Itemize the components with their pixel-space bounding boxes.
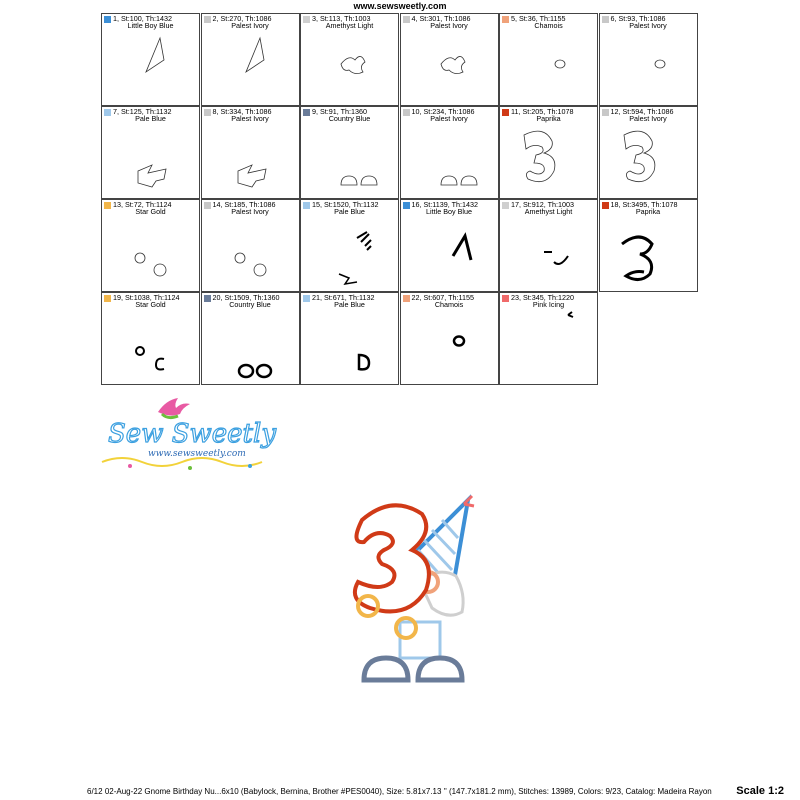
thread-name: Palest Ivory bbox=[629, 114, 667, 123]
color-stop-stats: 6, St:93, Th:1086 bbox=[610, 14, 666, 23]
footer-page: 6/12 bbox=[87, 787, 103, 796]
color-stop-cell bbox=[400, 292, 499, 385]
color-stop-cell bbox=[499, 199, 598, 292]
color-stop-cell bbox=[300, 199, 399, 292]
color-stop-cell bbox=[300, 106, 399, 199]
thread-name: Little Boy Blue bbox=[426, 207, 472, 216]
stitch-preview bbox=[500, 216, 598, 292]
color-stop-stats: 2, St:270, Th:1086 bbox=[212, 14, 272, 23]
color-stop-stats: 4, St:301, Th:1086 bbox=[411, 14, 471, 23]
thread-name: Pale Blue bbox=[334, 300, 365, 309]
color-stop-cell bbox=[101, 199, 200, 292]
stitch-preview bbox=[600, 216, 698, 292]
stitch-preview bbox=[102, 30, 200, 106]
thread-name: Star Gold bbox=[135, 300, 166, 309]
stitch-preview bbox=[500, 30, 598, 106]
color-stop-stats: 15, St:1520, Th:1132 bbox=[312, 200, 379, 209]
color-stop-stats: 23, St:345, Th:1220 bbox=[511, 293, 575, 302]
color-stop-stats: 19, St:1038, Th:1124 bbox=[113, 293, 180, 302]
color-stop-cell bbox=[201, 106, 300, 199]
footer-text: 02-Aug-22 Gnome Birthday Nu...6x10 (Babylock, Bernina, Brother #PES0040), Size: 5.81x7.13 '' (147.7x181.2 mm), Stitches: 13989, Colors: 9/23, Catalog: Madeira Rayon bbox=[104, 787, 712, 796]
stitch-preview bbox=[401, 309, 499, 385]
color-stop-cell bbox=[400, 13, 499, 106]
color-stop-stats: 7, St:125, Th:1132 bbox=[113, 107, 172, 116]
footer-info bbox=[87, 787, 712, 796]
color-stop-cell bbox=[400, 199, 499, 292]
thread-name: Pale Blue bbox=[135, 114, 166, 123]
thread-name: Star Gold bbox=[135, 207, 166, 216]
thread-name: Country Blue bbox=[328, 114, 371, 123]
stitch-preview bbox=[102, 216, 200, 292]
thread-name: Country Blue bbox=[229, 300, 271, 309]
color-stop-stats: 16, St:1139, Th:1432 bbox=[411, 200, 478, 209]
design-preview bbox=[300, 492, 500, 692]
stitch-preview bbox=[600, 123, 698, 199]
stitch-preview bbox=[500, 309, 598, 385]
color-stop-stats: 21, St:671, Th:1132 bbox=[312, 293, 375, 302]
color-stop-stats: 1, St:100, Th:1432 bbox=[113, 14, 173, 23]
stitch-preview bbox=[202, 123, 300, 199]
color-stop-cell bbox=[300, 13, 399, 106]
color-stop-cell bbox=[499, 106, 598, 199]
color-stop-cell bbox=[101, 13, 200, 106]
color-stop-stats: 17, St:912, Th:1003 bbox=[511, 200, 575, 209]
stitch-preview bbox=[202, 30, 300, 106]
color-stop-cell bbox=[599, 13, 698, 106]
color-stop-cell bbox=[599, 106, 698, 199]
stitch-preview bbox=[401, 30, 499, 106]
stitch-preview bbox=[401, 216, 499, 292]
thread-name: Pale Blue bbox=[334, 207, 365, 216]
color-stop-stats: 10, St:234, Th:1086 bbox=[411, 107, 475, 116]
logo-text: Sew Sweetly bbox=[108, 419, 277, 449]
site-url[interactable]: www.sewsweetly.com bbox=[353, 1, 447, 11]
stitch-preview bbox=[301, 309, 399, 385]
color-stop-cell bbox=[400, 106, 499, 199]
color-stop-stats: 22, St:607, Th:1155 bbox=[411, 293, 474, 302]
color-sequence-grid bbox=[101, 13, 698, 385]
color-stop-cell bbox=[499, 292, 598, 385]
thread-name: Palest Ivory bbox=[231, 21, 269, 30]
thread-name: Little Boy Blue bbox=[127, 21, 174, 30]
color-stop-cell bbox=[599, 199, 698, 292]
thread-name: Palest Ivory bbox=[629, 21, 667, 30]
sew-sweetly-logo bbox=[100, 392, 300, 472]
thread-name: Chamois bbox=[434, 300, 464, 309]
color-stop-stats: 12, St:594, Th:1086 bbox=[610, 107, 674, 116]
color-stop-cell bbox=[201, 292, 300, 385]
stitch-preview bbox=[202, 216, 300, 292]
stitch-preview bbox=[600, 30, 698, 106]
color-stop-stats: 18, St:3495, Th:1078 bbox=[610, 200, 678, 209]
thread-name: Pink Icing bbox=[532, 300, 565, 309]
thread-name: Palest Ivory bbox=[430, 114, 468, 123]
thread-name: Paprika bbox=[536, 114, 561, 123]
color-stop-cell bbox=[101, 106, 200, 199]
color-stop-cell bbox=[300, 292, 399, 385]
stitch-preview bbox=[301, 30, 399, 106]
color-stop-stats: 9, St:91, Th:1360 bbox=[312, 107, 368, 116]
thread-name: Chamois bbox=[534, 21, 563, 30]
color-stop-stats: 5, St:36, Th:1155 bbox=[511, 14, 566, 23]
color-stop-stats: 14, St:185, Th:1086 bbox=[212, 200, 276, 209]
stitch-preview bbox=[301, 123, 399, 199]
color-stop-cell bbox=[201, 13, 300, 106]
logo-url: www.sewsweetly.com bbox=[148, 449, 246, 459]
color-stop-stats: 8, St:334, Th:1086 bbox=[212, 107, 272, 116]
color-stop-stats: 20, St:1509, Th:1360 bbox=[212, 293, 280, 302]
stitch-preview bbox=[102, 123, 200, 199]
stitch-preview bbox=[102, 309, 200, 385]
stitch-preview bbox=[202, 309, 300, 385]
color-stop-stats: 3, St:113, Th:1003 bbox=[312, 14, 371, 23]
thread-name: Palest Ivory bbox=[231, 207, 269, 216]
color-stop-cell bbox=[499, 13, 598, 106]
stitch-preview bbox=[500, 123, 598, 199]
thread-name: Palest Ivory bbox=[231, 114, 269, 123]
thread-name: Amethyst Light bbox=[524, 207, 573, 216]
color-stop-stats: 11, St:205, Th:1078 bbox=[511, 107, 574, 116]
color-stop-cell bbox=[201, 199, 300, 292]
stitch-preview bbox=[401, 123, 499, 199]
scale-label: Scale 1:2 bbox=[736, 785, 784, 797]
thread-name: Paprika bbox=[635, 207, 661, 216]
thread-name: Amethyst Light bbox=[325, 21, 374, 30]
color-stop-stats: 13, St:72, Th:1124 bbox=[113, 200, 172, 209]
color-stop-cell bbox=[101, 292, 200, 385]
stitch-preview bbox=[301, 216, 399, 292]
thread-name: Palest Ivory bbox=[430, 21, 468, 30]
